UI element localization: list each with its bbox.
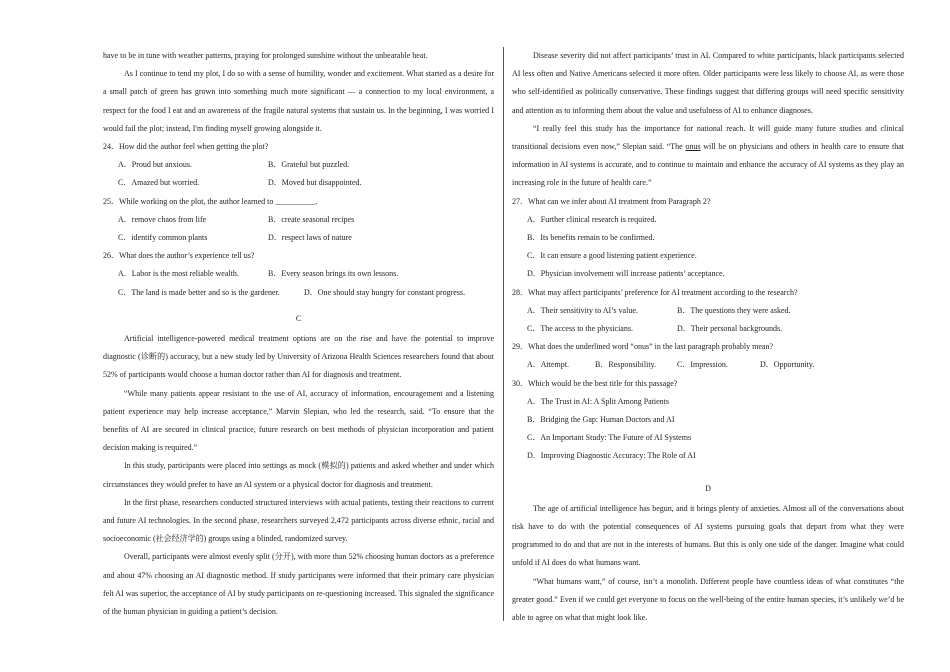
column-divider bbox=[503, 47, 504, 621]
q30-option-a[interactable]: A．The Trust in AI: A Split Among Patients bbox=[527, 396, 670, 406]
q24-option-a[interactable]: A．Proud but anxious. bbox=[118, 160, 192, 170]
question-24: 24．How did the author feel when getting the plot? bbox=[103, 142, 269, 152]
q28-option-b[interactable]: B．The questions they were asked. bbox=[677, 305, 791, 315]
question-29: 29．What does the underlined word “onus” in the last paragraph probably mean? bbox=[512, 342, 774, 352]
q30-option-d[interactable]: D．Improving Diagnostic Accuracy: The Role of AI bbox=[527, 451, 696, 461]
q28-options-row-2 bbox=[512, 320, 904, 338]
passage-c-paragraph-3: In this study, participants were placed into settings as mock (模拟的) patients and asked whether and under which circumstances they would prefer to have an AI system or a physical doctor for diagnosis and treatment. bbox=[103, 461, 494, 489]
q25-options-row-2 bbox=[103, 229, 494, 247]
q29-options-row bbox=[512, 356, 904, 374]
q24-options-row-1 bbox=[103, 156, 494, 174]
q30-option-a-row bbox=[512, 393, 904, 411]
q29-option-b[interactable]: B．Responsibility. bbox=[595, 360, 657, 370]
q26-option-a[interactable]: A．Labor is the most reliable wealth. bbox=[118, 269, 239, 279]
q29-option-a[interactable]: A．Attempt. bbox=[527, 360, 569, 370]
q29-option-c[interactable]: C．Impression. bbox=[677, 360, 728, 370]
question-25: 25．While working on the plot, the author learned to __________. bbox=[103, 196, 318, 206]
passage-c-paragraph-7 bbox=[512, 120, 904, 193]
left-column bbox=[103, 47, 494, 621]
passage-d-paragraph-1: The age of artificial intelligence has begun, and it brings plenty of anxieties. Almost all of the conversations about risk have to do with the potential consequences of AI systems pursuing goals that depart from what they were programmed to do and that are not in the interests of humans. But this is only one side of the danger. Imagine what could unfold if AI does do what humans want. bbox=[512, 503, 904, 568]
q30-option-b-row bbox=[512, 411, 904, 429]
q27-option-c-row bbox=[512, 247, 904, 265]
q27-option-d[interactable]: D．Physician involvement will increase patients’ acceptance. bbox=[527, 269, 725, 279]
q28-option-c[interactable]: C．The access to the physicians. bbox=[527, 324, 633, 334]
q26-option-c[interactable]: C．The land is made better and so is the gardener. bbox=[118, 287, 280, 297]
q30-option-d-row bbox=[512, 447, 904, 465]
section-c-heading: C bbox=[295, 313, 302, 323]
q26-options-row-1 bbox=[103, 265, 494, 283]
paragraph-7-text-b: will be on physicians and others in health care to ensure that information in AI systems is accurate, and to continue to maintain and enhance the accuracy of AI systems as they play an increasing role in the future of health care.” bbox=[512, 142, 904, 188]
passage-c-paragraph-4: In the first phase, researchers conducted structured interviews with actual patients, testing their reactions to current and future AI technologies. In the second phase, researchers surveyed 2,472 participants across diverse ethnic, racial and socioeconomic (社会经济学的) groups using a blinded, randomized survey. bbox=[103, 497, 494, 544]
q27-option-b-row bbox=[512, 229, 904, 247]
q28-option-d[interactable]: D．Their personal backgrounds. bbox=[677, 324, 783, 334]
question-27: 27．What can we infer about AI treatment from Paragraph 2? bbox=[512, 196, 711, 206]
q25-option-c[interactable]: C．identify common plants bbox=[118, 233, 208, 243]
q27-option-b[interactable]: B．Its benefits remain to be confirmed. bbox=[527, 233, 655, 243]
q24-option-c[interactable]: C．Amazed but worried. bbox=[118, 178, 200, 188]
question-30: 30．Which would be the best title for this passage? bbox=[512, 378, 678, 388]
q26-options-row-2 bbox=[103, 284, 494, 302]
q26-option-d[interactable]: D．One should stay hungry for constant progress. bbox=[304, 287, 466, 297]
q24-options-row-2 bbox=[103, 174, 494, 192]
passage-b-continuation: have to be in tune with weather patterns, praying for prolonged sunshine without the unbearable heat. bbox=[103, 51, 428, 60]
question-28: 28．What may affect participants’ preference for AI treatment according to the research? bbox=[512, 287, 798, 297]
section-d-heading: D bbox=[705, 483, 711, 493]
q27-option-c[interactable]: C．It can ensure a good listening patient experience. bbox=[527, 251, 697, 261]
passage-c-paragraph-2: “While many patients appear resistant to the use of AI, accuracy of information, encouragement and a listening patient experience may help increase acceptance,” Marvin Slepian, who led the research, said. “To ensure that the benefits of AI are secured in clinical practice, future research on best methods of physician incorporation and patient decision making is required.” bbox=[103, 388, 494, 453]
q26-option-b[interactable]: B．Every season brings its own lessons. bbox=[268, 269, 399, 279]
paragraph-7-text-a: “I really feel this study has the importance for national reach. It will guide many future studies and clinical transitional decisions even now,” Slepian said. “The bbox=[512, 123, 904, 152]
right-column bbox=[512, 47, 904, 627]
q30-option-b[interactable]: B．Bridging the Gap: Human Doctors and AI bbox=[527, 415, 675, 425]
q29-option-d[interactable]: D．Opportunity. bbox=[760, 360, 815, 370]
underlined-word-onus: onus bbox=[685, 142, 701, 152]
q25-option-a[interactable]: A．remove chaos from life bbox=[118, 214, 207, 224]
q24-option-d[interactable]: D．Moved but disappointed. bbox=[268, 178, 362, 188]
q27-option-a-row bbox=[512, 211, 904, 229]
q24-option-b[interactable]: B．Grateful but puzzled. bbox=[268, 160, 350, 170]
passage-c-paragraph-6: Disease severity did not affect participants’ trust in AI. Compared to white participants, black participants selected AI less often and Native Americans selected it more often. Older participants were less likely to choose AI, as were those who self-identified as politically conservative. These findings suggest that differing groups will need specific sensitivity and attention as to informing them about the value and usefulness of AI to enhance diagnoses. bbox=[512, 51, 904, 115]
q25-option-b[interactable]: B．create seasonal recipes bbox=[268, 214, 355, 224]
q28-options-row-1 bbox=[512, 302, 904, 320]
q25-option-d[interactable]: D．respect laws of nature bbox=[268, 233, 352, 243]
passage-c-paragraph-5: Overall, participants were almost evenly split (分开), with more than 52% choosing human doctors as a preference and about 47% choosing an AI diagnostic method. If study participants were informed that their primary care physician felt AI was superior, the acceptance of AI by study participants on re-questioning increased. This signaled the significance of the human physician in guiding a patient’s decision. bbox=[103, 552, 494, 617]
passage-c-paragraph-1: Artificial intelligence-powered medical treatment options are on the rise and have the potential to improve diagnostic (诊断的) accuracy, but a new study led by University of Arizona Health Sciences researchers found that about 52% of participants would choose a human doctor rather than AI for diagnosis and treatment. bbox=[103, 334, 494, 380]
q30-option-c-row bbox=[512, 429, 904, 447]
q30-option-c[interactable]: C．An Important Study: The Future of AI Systems bbox=[527, 433, 692, 443]
question-26: 26．What does the author’s experience tell us? bbox=[103, 251, 255, 261]
q27-option-a[interactable]: A．Further clinical research is required. bbox=[527, 214, 657, 224]
passage-d-paragraph-2: “What humans want,” of course, isn’t a monolith. Different people have countless ideas of what constitutes “the greater good.” Even if we could get everyone to focus on the well-being of the entire human species, it’s unlikely we’d be able to agree on what that might look like. bbox=[512, 576, 904, 623]
passage-b-paragraph: As I continue to tend my plot, I do so with a sense of humility, wonder and excitement. What started as a desire for a small patch of green has grown into something much more significant — a connection to my local environment, a respect for the food I eat and an awareness of the fragile natural systems that sustain us. In the beginning, I was worried I would fail the plot; instead, I'm finding myself growing alongside it. bbox=[103, 69, 494, 133]
q28-option-a[interactable]: A．Their sensitivity to AI’s value. bbox=[527, 305, 638, 315]
q27-option-d-row bbox=[512, 265, 904, 283]
q25-options-row-1 bbox=[103, 211, 494, 229]
